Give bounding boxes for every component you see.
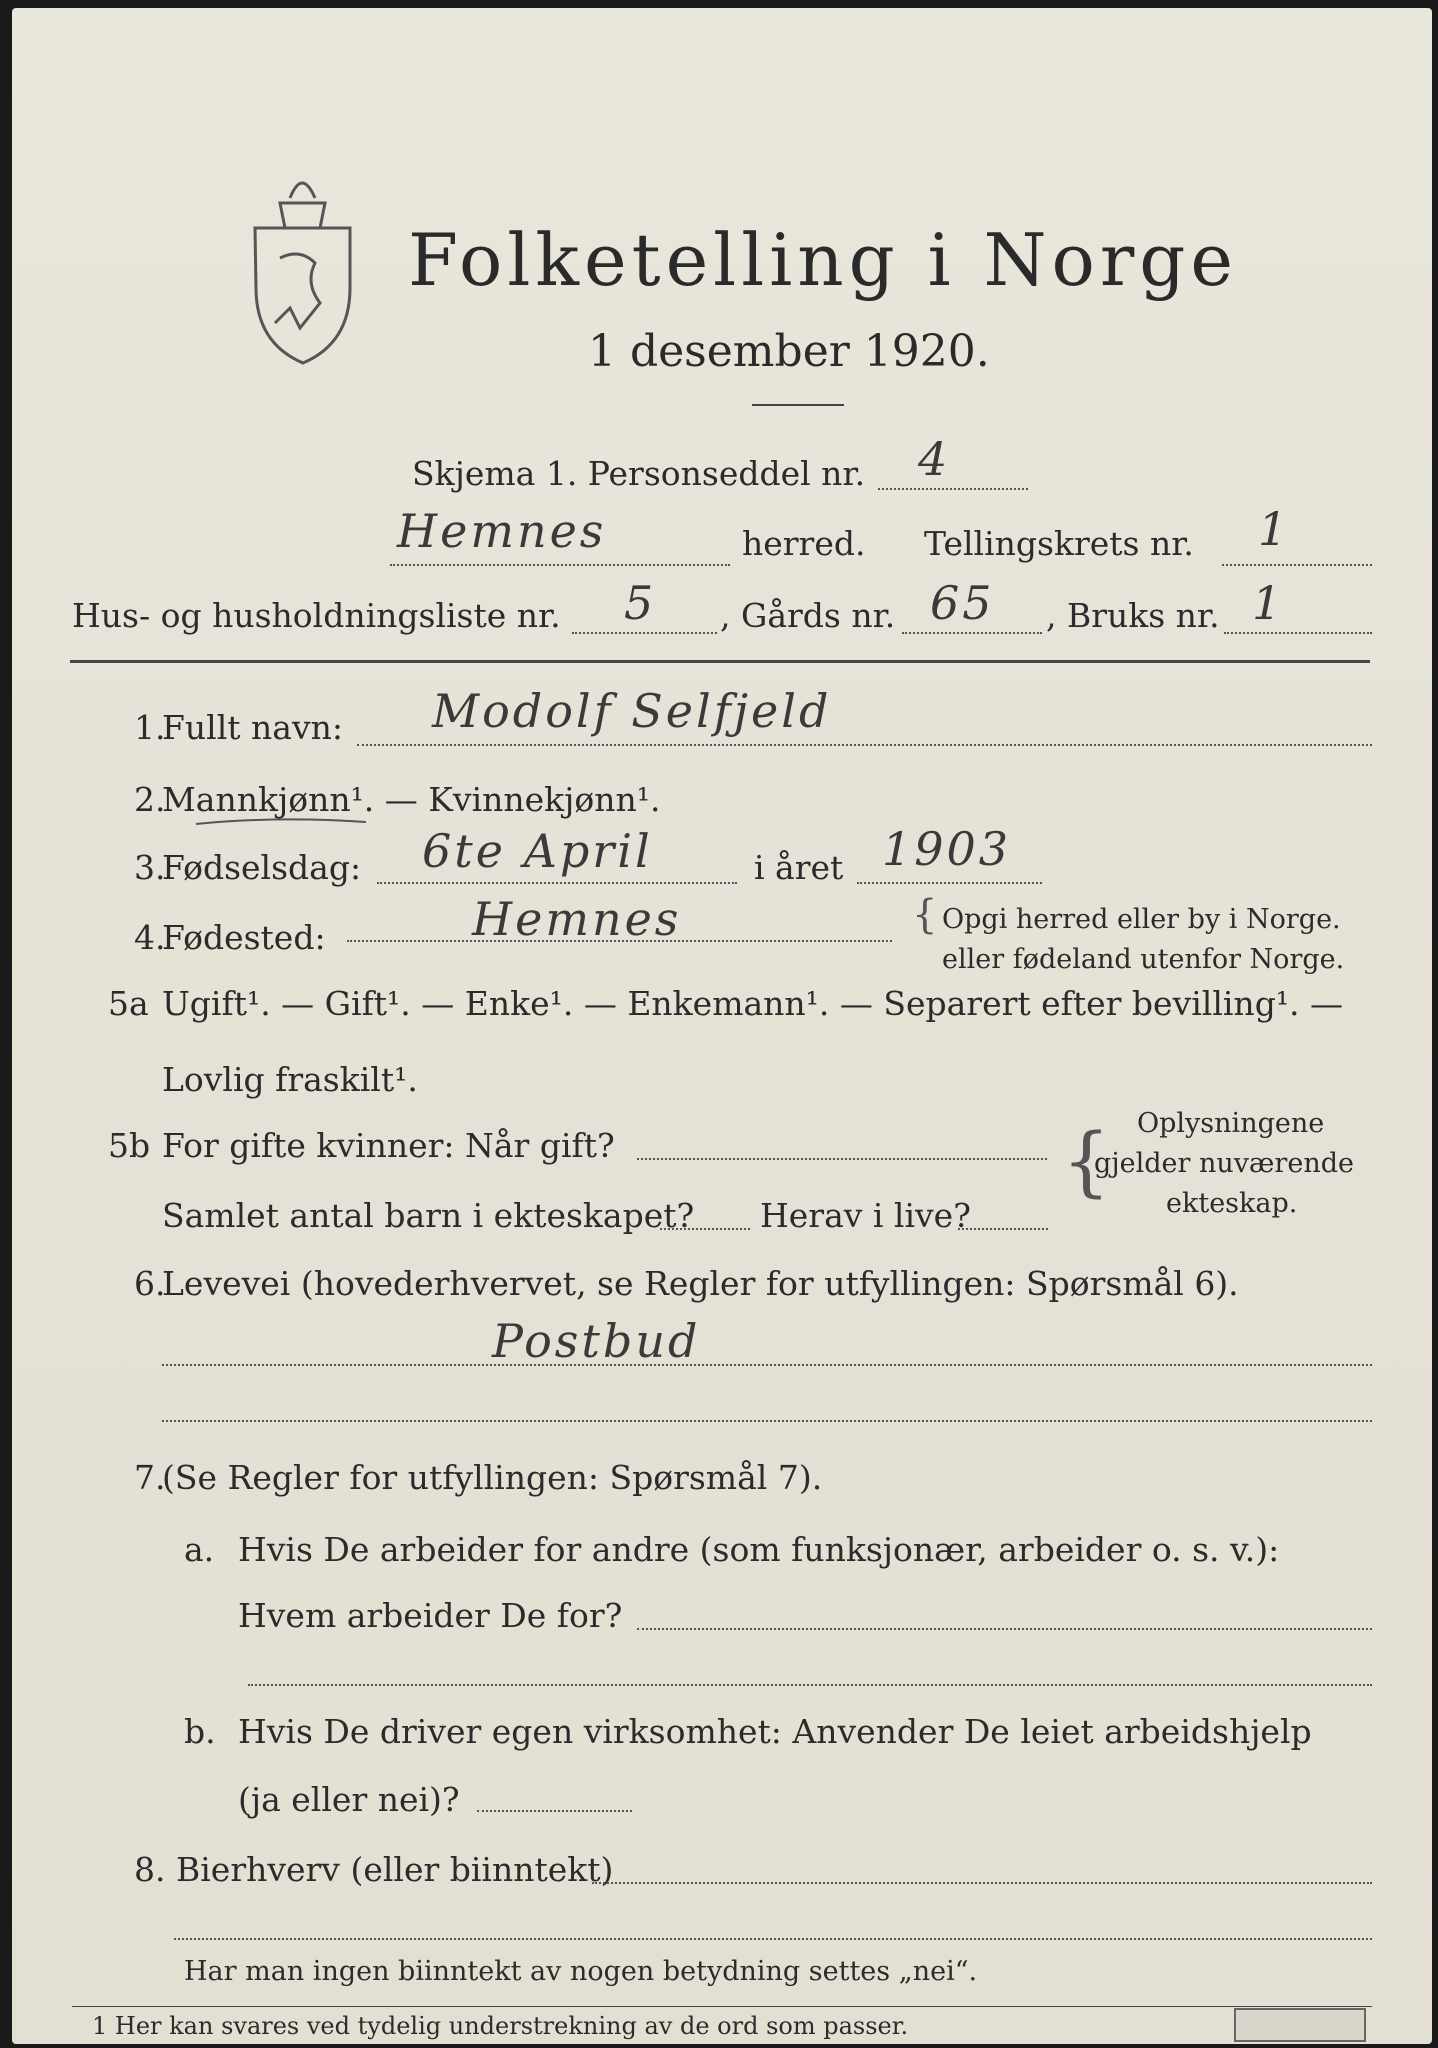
- q7b-letter: b.: [184, 1712, 216, 1751]
- q7-label: (Se Regler for utfyllingen: Spørsmål 7).: [162, 1458, 823, 1497]
- q7a-letter: a.: [184, 1530, 215, 1569]
- q7a-question: Hvem arbeider De for?: [238, 1596, 623, 1635]
- q5b-alive-line: [958, 1228, 1048, 1230]
- census-form: [12, 8, 1432, 2044]
- household-list-label: Hus- og husholdningsliste nr.: [72, 596, 561, 635]
- q8-number: 8.: [134, 1850, 166, 1889]
- q3-year-value[interactable]: 1903: [882, 822, 1012, 876]
- q7-number: 7.: [134, 1458, 166, 1497]
- gards-value[interactable]: 65: [930, 576, 995, 630]
- gards-label: , Gårds nr.: [720, 596, 896, 635]
- q5b-note-1: Oplysningene: [1137, 1108, 1325, 1139]
- footer-divider: [72, 2006, 1372, 2007]
- q5a-label-2: Lovlig fraskilt¹.: [162, 1060, 418, 1099]
- q5b-brace: {: [1062, 1116, 1111, 1205]
- q7b-line: [477, 1810, 632, 1812]
- q8-line-2: [174, 1938, 1372, 1940]
- footnote: 1 Her kan svares ved tydelig understrekning av de ord som passer.: [92, 2012, 909, 2040]
- q6-number: 6.: [134, 1264, 166, 1303]
- gards-line: [902, 632, 1042, 634]
- herred-value[interactable]: Hemnes: [397, 504, 607, 558]
- q3-year-label: i året: [754, 848, 844, 887]
- bruks-value[interactable]: 1: [1252, 576, 1285, 630]
- q1-line: [357, 744, 1372, 746]
- bruks-line: [1224, 632, 1372, 634]
- q8-label: Bierhverv (eller biinntekt): [176, 1850, 614, 1889]
- q6-value[interactable]: Postbud: [492, 1314, 701, 1368]
- q4-label: Fødested:: [162, 918, 326, 957]
- q3-day-value[interactable]: 6te April: [422, 824, 653, 878]
- census-date: 1 desember 1920.: [588, 326, 990, 377]
- q2-label: Mannkjønn¹. — Kvinnekjønn¹.: [162, 780, 661, 819]
- q1-value[interactable]: Modolf Selfjeld: [432, 684, 832, 738]
- q3-day-line: [377, 882, 737, 884]
- q4-number: 4.: [134, 918, 166, 957]
- q1-label: Fullt navn:: [162, 708, 343, 747]
- q6-line-1: [162, 1364, 1372, 1366]
- tellingskrets-value[interactable]: 1: [1258, 502, 1291, 556]
- q5b-number: 5b: [108, 1126, 151, 1165]
- schema-label: Skjema 1. Personseddel nr.: [412, 454, 866, 493]
- q5b-note-3: ekteskap.: [1166, 1188, 1298, 1219]
- q7b-question: (ja eller nei)?: [238, 1780, 460, 1819]
- q1-number: 1.: [134, 708, 166, 747]
- q6-line-2: [162, 1420, 1372, 1422]
- q5b-alive-label: Herav i live?: [760, 1196, 971, 1235]
- q4-note-2: eller fødeland utenfor Norge.: [942, 944, 1345, 975]
- schema-number-value[interactable]: 4: [918, 432, 951, 486]
- q7a-label: Hvis De arbeider for andre (som funksjonær, arbeider o. s. v.):: [238, 1530, 1280, 1569]
- q4-brace: {: [912, 892, 938, 938]
- household-list-line: [572, 632, 717, 634]
- title-divider: [752, 404, 844, 406]
- tellingskrets-line: [1222, 564, 1372, 566]
- bruks-label: , Bruks nr.: [1046, 596, 1220, 635]
- q2-number: 2.: [134, 780, 166, 819]
- header-divider: [70, 660, 1370, 663]
- q5a-number: 5a: [108, 984, 149, 1023]
- q5b-children-line: [660, 1228, 750, 1230]
- printer-stamp: [1234, 2008, 1366, 2042]
- footer-note: Har man ingen biinntekt av nogen betydning settes „nei“.: [184, 1956, 978, 1987]
- q3-year-line: [857, 882, 1042, 884]
- q2-underline-mark: [194, 814, 374, 830]
- tellingskrets-label: Tellingskrets nr.: [924, 524, 1194, 563]
- form-title: Folketelling i Norge: [408, 218, 1238, 302]
- q5a-label: Ugift¹. — Gift¹. — Enke¹. — Enkemann¹. — Separert efter bevilling¹. —: [162, 984, 1344, 1023]
- q6-label: Levevei (hovederhvervet, se Regler for utfyllingen: Spørsmål 6).: [162, 1264, 1239, 1303]
- q5b-label: For gifte kvinner: Når gift?: [162, 1126, 615, 1165]
- q3-label: Fødselsdag:: [162, 848, 362, 887]
- q5b-children-label: Samlet antal barn i ekteskapet?: [162, 1196, 695, 1235]
- herred-label: herred.: [742, 524, 866, 563]
- q7a-line-2: [248, 1684, 1372, 1686]
- q4-value[interactable]: Hemnes: [472, 892, 682, 946]
- schema-number-line: [878, 488, 1028, 490]
- coat-of-arms-icon: [240, 158, 365, 368]
- household-list-value[interactable]: 5: [624, 576, 657, 630]
- q7a-line-1: [637, 1628, 1372, 1630]
- herred-line: [390, 564, 730, 566]
- q5b-note-2: gjelder nuværende: [1094, 1148, 1354, 1179]
- q4-note-1: Opgi herred eller by i Norge.: [942, 904, 1341, 935]
- q7b-label: Hvis De driver egen virksomhet: Anvender De leiet arbeidshjelp: [238, 1712, 1312, 1751]
- q8-line-1: [592, 1882, 1372, 1884]
- q5b-married-line: [637, 1158, 1047, 1160]
- q3-number: 3.: [134, 848, 166, 887]
